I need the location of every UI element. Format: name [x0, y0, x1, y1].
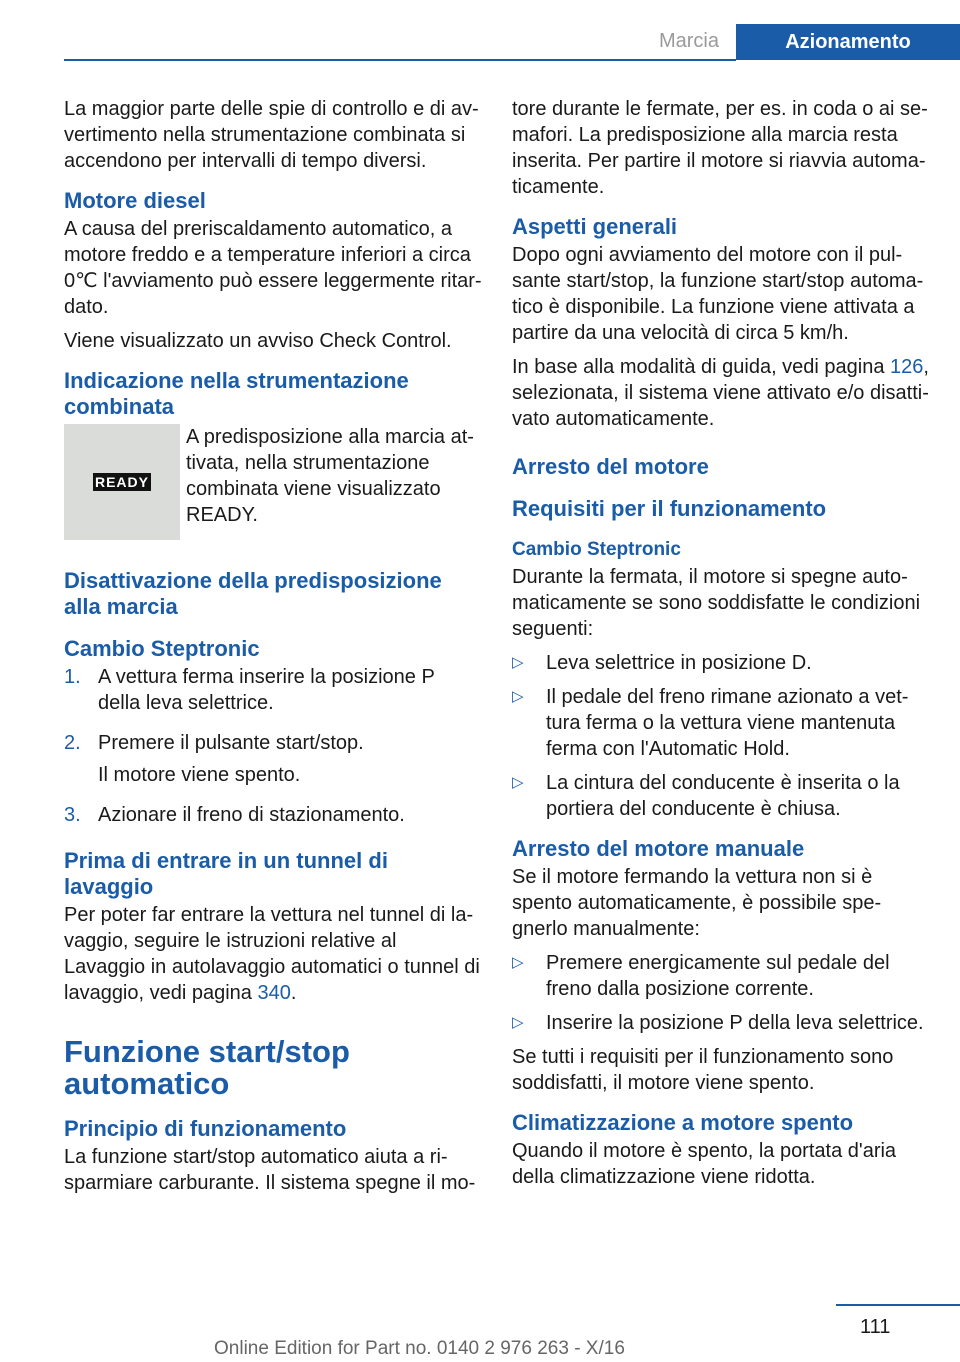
page-link-340[interactable]: 340: [257, 982, 291, 1004]
clima-paragraph: Quando il motore è spento, la portata d'aria della climatizzazione viene ridotta.: [512, 1140, 897, 1188]
general-paragraph-1: Dopo ogni avviamento del motore con il pul-sante start/stop, la funzione start/stop automa-tico è disponibile. La funzione viene attivata a partire da una velocità di circa 5 km/h.: [512, 244, 924, 344]
manual-result-paragraph: Se tutti i requisiti per il funzionamento sono soddisfatti, il motore viene spento.: [512, 1046, 894, 1094]
requirements-heading: Requisiti per il funzionamento: [512, 496, 827, 521]
condition-text: Leva selettrice in posizione D.: [546, 652, 812, 674]
check-control-paragraph: Viene visualizzato un avviso Check Control.: [64, 330, 452, 352]
list-item: [512, 1010, 932, 1036]
step-item: [64, 664, 482, 722]
tunnel-paragraph: Per poter far entrare la vettura nel tunnel di la-vaggio, seguire le istruzioni relative al Lavaggio in autolavaggio automatici o tunnel di lavaggio, vedi pagina 340.: [64, 904, 480, 1004]
header-tab-azionamento: Azionamento: [736, 24, 960, 60]
manual-stop-paragraph: Se il motore fermando la vettura non si è spento automaticamente, è possibile spe-gnerlo manualmente:: [512, 866, 882, 940]
header-rule: [64, 59, 736, 61]
deactivation-steps: [64, 664, 482, 834]
continuation-paragraph: tore durante le fermate, per es. in coda o ai se-mafori. La predisposizione alla marcia resta inserita. Per partire il motore si riavvia automa-ticamente.: [512, 98, 928, 198]
triangle-bullet-icon: ▷: [512, 1014, 524, 1031]
clima-heading: Climatizzazione a motore spento: [512, 1110, 854, 1135]
conditions-list: [512, 650, 932, 822]
page-number: 111: [860, 1316, 891, 1338]
general-paragraph-2: In base alla modalità di guida, vedi pagina 126, selezionata, il sistema viene attivato e/o disatti-vato automaticamente.: [512, 356, 929, 430]
page-link-126[interactable]: 126: [890, 356, 924, 378]
stop-heading: Arresto del motore: [512, 454, 709, 479]
list-item: [512, 684, 932, 762]
step-number: 1.: [64, 666, 81, 688]
steptronic-paragraph: Durante la fermata, il motore si spegne auto-maticamente se sono soddisfatte le condizioni seguenti:: [512, 566, 921, 640]
diesel-heading: Motore diesel: [64, 188, 206, 213]
manual-step-text: Premere energicamente sul pedale del freno dalla posizione corrente.: [546, 952, 890, 1000]
step-text: Azionare il freno di stazionamento.: [98, 804, 405, 826]
step-number: 3.: [64, 804, 81, 826]
step-item: [64, 802, 482, 834]
footer-rule: [836, 1304, 960, 1306]
principle-heading: Principio di funzionamento: [64, 1116, 347, 1141]
step-item: [64, 730, 482, 794]
condition-text: La cintura del conducente è inserita o la portiera del conducente è chiusa.: [546, 772, 900, 820]
indicator-heading: Indicazione nella strumentazione combinata: [64, 368, 409, 419]
header-tab-marcia: Marcia: [658, 30, 719, 52]
list-item: [512, 650, 932, 676]
right-column: [512, 96, 932, 1198]
manual-step-text: Inserire la posizione P della leva selettrice.: [546, 1012, 924, 1034]
steptronic-heading-right: Cambio Steptronic: [512, 539, 681, 560]
triangle-bullet-icon: ▷: [512, 774, 524, 791]
deactivation-heading: Disattivazione della predisposizione alla marcia: [64, 568, 442, 619]
principle-paragraph: La funzione start/stop automatico aiuta a ri-sparmiare carburante. Il sistema spegne il mo-: [64, 1146, 476, 1194]
manual-steps-list: [512, 950, 932, 1036]
general-heading: Aspetti generali: [512, 214, 678, 239]
triangle-bullet-icon: ▷: [512, 954, 524, 971]
step-subtext: Il motore viene spento.: [98, 764, 301, 786]
triangle-bullet-icon: ▷: [512, 654, 524, 671]
left-column: [64, 96, 482, 1204]
ready-block: [64, 424, 482, 540]
step-text: Premere il pulsante start/stop.: [98, 732, 364, 754]
step-text: A vettura ferma inserire la posizione P della leva selettrice.: [98, 666, 435, 714]
steptronic-heading-left: Cambio Steptronic: [64, 636, 260, 661]
startstop-heading: Funzione start/stop automatico: [64, 1034, 350, 1101]
diesel-paragraph: A causa del preriscaldamento automatico, a motore freddo e a temperature inferiori a circa 0℃ l'avviamento può essere leggermente ritar-dato.: [64, 218, 482, 318]
manual-stop-heading: Arresto del motore manuale: [512, 836, 805, 861]
edition-footer: Online Edition for Part no. 0140 2 976 263 - X/16: [214, 1338, 625, 1359]
condition-text: Il pedale del freno rimane azionato a vet-tura ferma o la vettura viene mantenuta ferma con l'Automatic Hold.: [546, 686, 909, 760]
triangle-bullet-icon: ▷: [512, 688, 524, 705]
intro-paragraph: La maggior parte delle spie di controllo e di av-vertimento nella strumentazione combinata si accendono per intervalli di tempo diversi.: [64, 98, 479, 172]
ready-indicator-image: [64, 424, 180, 540]
list-item: [512, 770, 932, 822]
step-number: 2.: [64, 732, 81, 754]
tunnel-heading: Prima di entrare in un tunnel di lavaggio: [64, 848, 388, 899]
list-item: [512, 950, 932, 1002]
ready-badge: READY: [94, 474, 149, 490]
ready-description: A predisposizione alla marcia at-tivata, nella strumentazione combinata viene visualizzato READY.: [186, 426, 474, 526]
